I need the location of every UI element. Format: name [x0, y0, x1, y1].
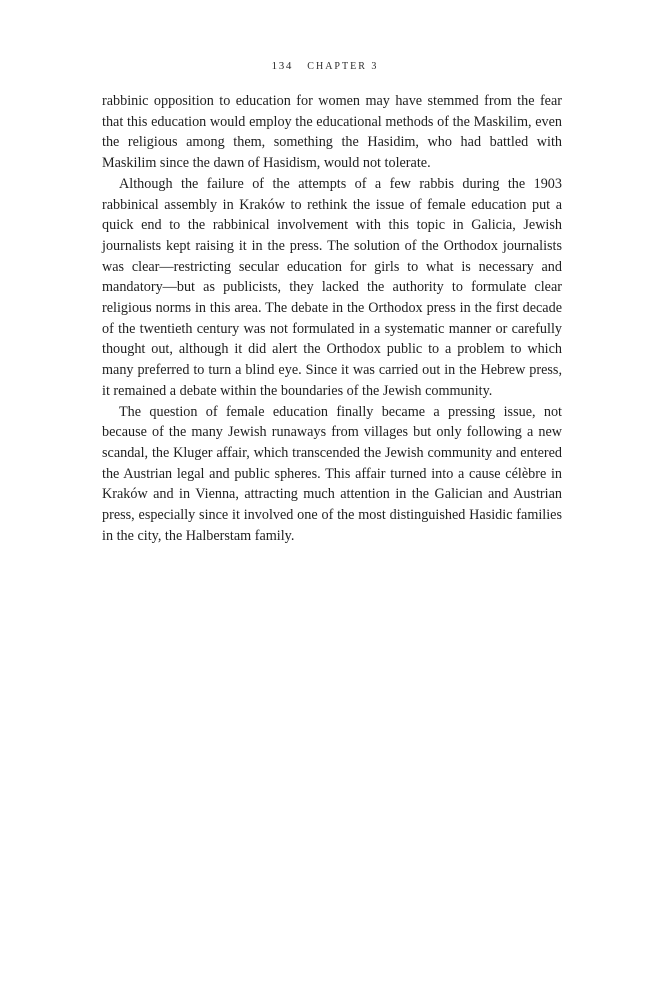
- paragraph-continued: rabbinic opposition to education for women may have stemmed from the fear that this education would employ the educational methods of the Maskilim, even the religious among them, something the Hasidim, who had battled with Maskilim since the dawn of Hasidism, would not tolerate.: [102, 93, 562, 172]
- chapter-label: CHAPTER 3: [307, 61, 379, 72]
- paragraph: Although the failure of the attempts of a few rabbis during the 1903 rabbinical assembly in Kraków to rethink the issue of female education put a quick end to the rabbinical involvement with this topic in Galicia, Jewish journalists kept raising it in the press. The solution of the Orthodox journalists was clear—restricting secular education for girls to what is necessary and mandatory—but as publicists, they lacked the authority to formulate clear religious norms in this area. The debate in the Orthodox press in the first decade of the twentieth century was not formulated in a systematic manner or carefully thought out, although it did alert the Orthodox public to a problem to which many preferred to turn a blind eye. Since it was carried out in the Hebrew press, it remained a debate within the boundaries of the Jewish community.: [102, 175, 562, 399]
- paragraph: The question of female education finally became a pressing issue, not because of the many Jewish runaways from villages but only following a new scandal, the Kluger affair, which transcended the Jewish community and entered the Austrian legal and public spheres. This affair turned into a cause célèbre in Kraków and in Vienna, attracting much attention in the Galician and Austrian press, especially since it involved one of the most distinguished Hasidic families in the city, the Halberstam family.: [102, 403, 562, 544]
- running-head: [0, 60, 650, 72]
- page-number: 134: [271, 60, 293, 72]
- body-text: [102, 91, 562, 546]
